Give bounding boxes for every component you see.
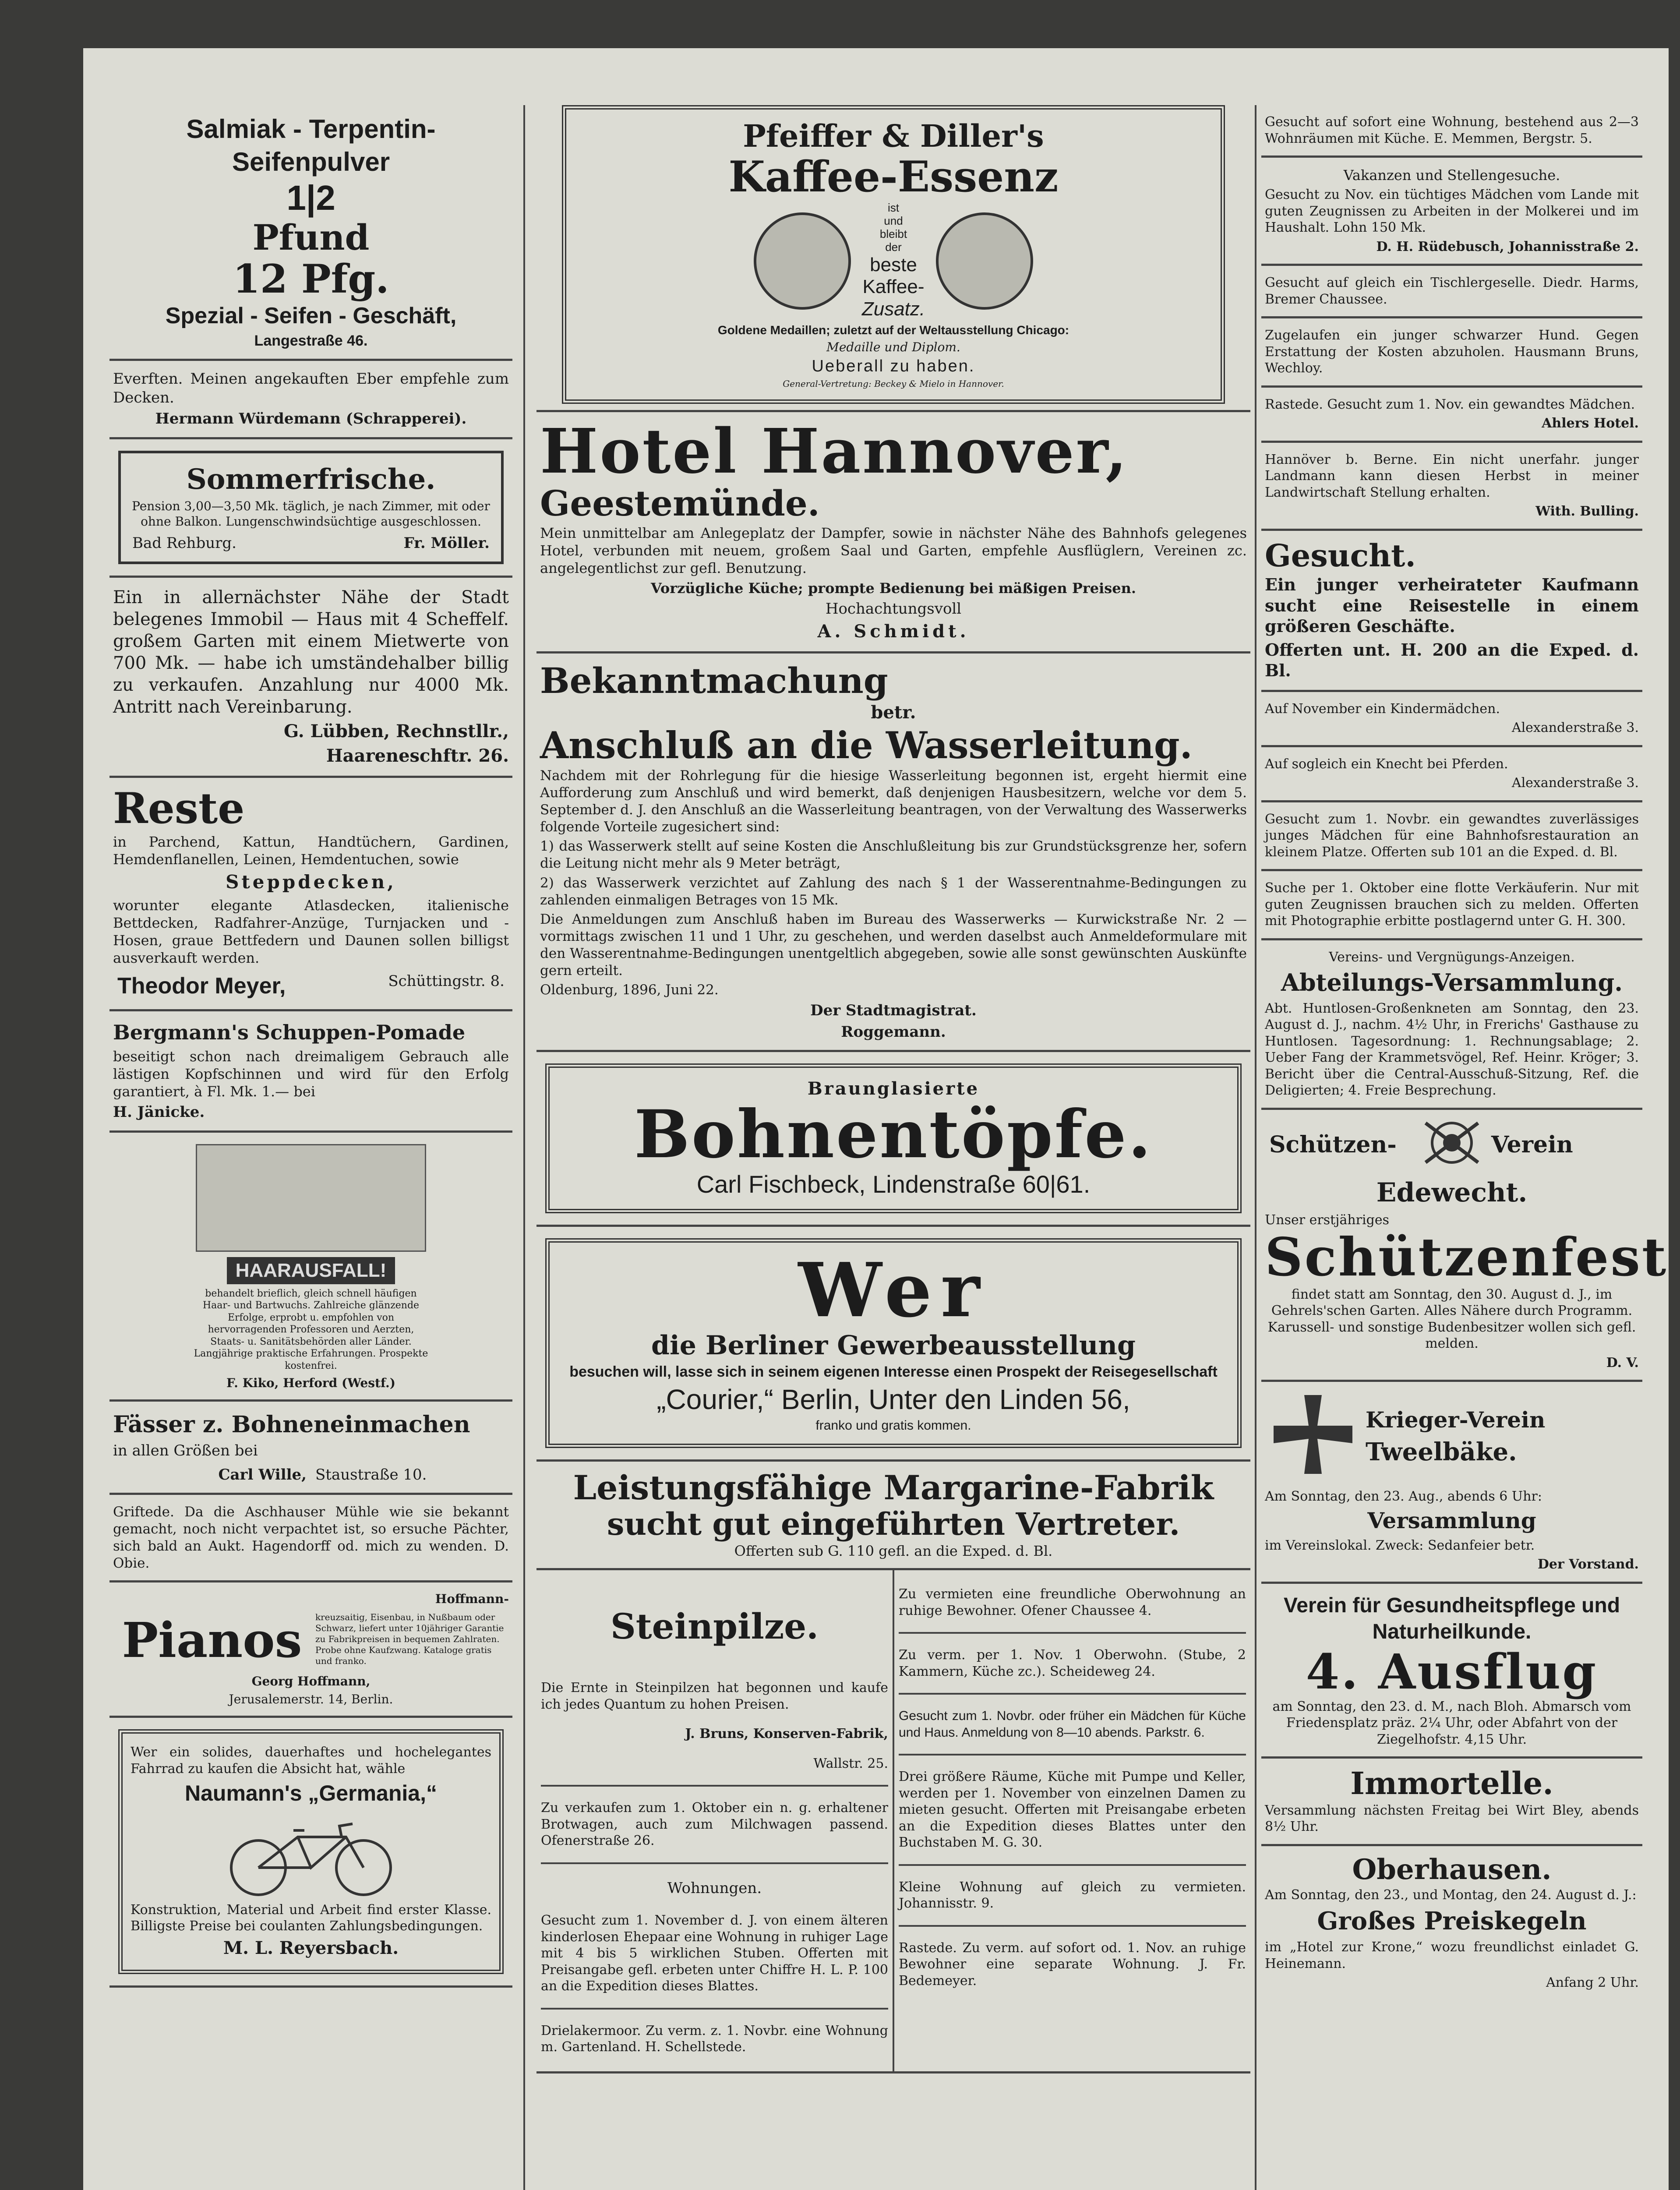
right-ad xyxy=(1261,443,1642,531)
wer-title: Wer xyxy=(798,1247,989,1335)
reste-ad xyxy=(109,778,512,1011)
faesser-firm: Carl Wille, xyxy=(218,1466,307,1484)
gesundheit-ausflug: 4. Ausflug xyxy=(1306,1643,1598,1700)
vakanzen-heading: Vakanzen und Stellengesuche. xyxy=(1343,167,1560,184)
classified-sig: With. Bulling. xyxy=(1535,504,1639,519)
margarine-ad xyxy=(536,1462,1250,1570)
classified-ad: Gesucht auf sofort eine Wohnung, bestehend aus 2—3 Wohnräumen mit Küche. E. Memmen, Bergstr. 5. xyxy=(1265,114,1639,146)
immobil-text: Ein in allernächster Nähe der Stadt belegenes Immobil — Haus mit 4 Scheffelf. großem Garten mit einem Mietwerte von 700 Mk. — habe ich umständehalber billig zu verkaufen. Anzahlung nur 4000 Mk. Antritt nach Vereinbarung. xyxy=(113,587,509,717)
left-column xyxy=(109,105,512,1988)
middle-column xyxy=(536,105,1250,2073)
hotel-owner: A. Schmidt. xyxy=(817,621,970,642)
bekanntmachung-sig: Der Stadtmagistrat. xyxy=(810,1002,977,1020)
bekanntmachung-paragraph: 1) das Wasserwerk stellt auf seine Kosten die Anschlußleitung bis zur Grundstücksgrenze her, sofern die Leitung nicht mehr als 9 Meter beträgt, xyxy=(540,838,1247,872)
reste-address: Schüttingstr. 8. xyxy=(388,972,505,990)
medal-icon xyxy=(936,212,1033,310)
krieger-text-2: im Vereinslokal. Zweck: Sedanfeier betr. xyxy=(1265,1537,1535,1553)
soap-line: Pfund xyxy=(252,217,370,258)
bekanntmachung-ad xyxy=(536,653,1250,1052)
kaffee-claim: Kaffee- xyxy=(862,276,925,298)
kaffee-claim: der xyxy=(885,240,902,254)
pianos-firm: Georg Hoffmann, xyxy=(251,1674,371,1689)
bohnentoepfe-firm: Carl Fischbeck, Lindenstraße 60|61. xyxy=(696,1170,1091,1198)
pomade-text: beseitigt schon nach dreimaligem Gebrauch alle lästigen Kopfschinnen und wird für den Erfolg garantiert, à Fl. Mk. 1.— bei xyxy=(113,1048,509,1100)
iron-cross-icon xyxy=(1265,1388,1361,1486)
column-rule-right xyxy=(1255,105,1256,2190)
oberhausen-sig: Anfang 2 Uhr. xyxy=(1546,1975,1639,1991)
soap-line: Salmiak - Terpentin- xyxy=(186,114,436,144)
classified-ad: Gesucht auf gleich ein Tischlergeselle. Diedr. Harms, Bremer Chaussee. xyxy=(1265,275,1639,307)
vakanzen-section xyxy=(1261,158,1642,266)
immobil-ad xyxy=(109,578,512,778)
faesser-title: Fässer z. Bohneneinmachen xyxy=(113,1411,470,1438)
sommerfrische-ad xyxy=(109,439,512,578)
hotel-place: Geestemünde. xyxy=(540,482,820,524)
reste-text: worunter elegante Atlasdecken, italienische Bettdecken, Radfahrer-Anzüge, Turnjacken und -Hosen, graue Bettfedern und Daunen sollen billigst ausverkauft werden. xyxy=(113,897,509,966)
krieger-ad xyxy=(1261,1382,1642,1584)
right-ad xyxy=(1261,105,1642,158)
soap-address: Langestraße 46. xyxy=(254,332,368,349)
schuetzen-title-2: Verein xyxy=(1491,1131,1573,1159)
margarine-ref: Offerten sub G. 110 gefl. an die Exped. d. Bl. xyxy=(734,1543,1053,1560)
classified-ad: Auf sogleich ein Knecht bei Pferden. xyxy=(1265,756,1508,772)
reste-title: Reste xyxy=(113,783,245,833)
gesucht-text: Ein junger verheirateter Kaufmann sucht eine Reisestelle in einem größeren Geschäfte. xyxy=(1265,575,1639,636)
wer-firm: „Courier,“ Berlin, Unter den Linden 56, xyxy=(656,1384,1130,1416)
bohnentoepfe-ad xyxy=(536,1052,1250,1227)
immobil-address: Haareneschftr. 26. xyxy=(326,745,509,766)
drielakermoor-ad: Drielakermoor. Zu verm. z. 1. Novbr. eine Wohnung m. Gartenland. H. Schellstede. xyxy=(541,2023,888,2055)
kaffee-claim: ist xyxy=(888,201,899,215)
pomade-ad xyxy=(109,1011,512,1133)
classified-sig: Alexanderstraße 3. xyxy=(1511,775,1639,791)
fahrrad-text: Konstruktion, Material und Arbeit find erster Klasse. Billigste Preise bei coulanten Zahlungsbedingungen. xyxy=(131,1902,491,1934)
soap-ad xyxy=(109,105,512,361)
sommerfrische-title: Sommerfrische. xyxy=(186,463,436,496)
classified-ad: Rastede. Zu verm. auf sofort od. 1. Nov. an ruhige Bewohner eine separate Wohnung. J. Fr. Bedemeyer. xyxy=(899,1940,1246,1989)
kaffee-medal-2: Medaille und Diplom. xyxy=(826,339,960,354)
kaffee-medals: Goldene Medaillen; zuletzt auf der Weltausstellung Chicago: xyxy=(717,323,1069,337)
krieger-place: Tweelbäke. xyxy=(1366,1437,1517,1466)
griftede-ad xyxy=(109,1495,512,1582)
sommerfrische-name: Fr. Möller. xyxy=(403,534,490,552)
kaffee-agent: General-Vertretung: Beckey & Mielo in Hannover. xyxy=(783,378,1004,389)
oberhausen-ad xyxy=(1261,1846,1642,2000)
oberhausen-text-2: im „Hotel zur Krone,“ wozu freundlichst einladet G. Heinemann. xyxy=(1265,1939,1639,1971)
sommerfrische-text: Pension 3,00—3,50 Mk. täglich, je nach Zimmer, mit oder ohne Balkon. Lungenschwindsüchtige ausgeschlossen. xyxy=(132,498,490,529)
schuetzenfest-title: Schützenfest xyxy=(1265,1226,1668,1288)
right-ad xyxy=(1261,802,1642,872)
faesser-address: Staustraße 10. xyxy=(315,1466,427,1484)
schuetzen-text: findet statt am Sonntag, den 30. August d. J., im Gehrels'schen Garten. Alles Nähere durch Programm. Karussell- und sonstige Budenbesitzer wollen sich gefl. melden. xyxy=(1267,1286,1636,1351)
classified-ad: Hannöver b. Berne. Ein nicht unerfahr. junger Landmann kann diesen Herbst in meiner Landwirtschaft Stellung erhalten. xyxy=(1265,452,1639,500)
oberhausen-text: Am Sonntag, den 23., und Montag, den 24. August d. J.: xyxy=(1265,1887,1637,1903)
column-rule-left xyxy=(523,105,525,2190)
bohnentoepfe-kicker: Braunglasierte xyxy=(807,1078,980,1099)
kaffee-claim: und xyxy=(884,214,903,228)
faesser-ad xyxy=(109,1402,512,1495)
classified-ad: Kleine Wohnung auf gleich zu vermieten. Johannisstr. 9. xyxy=(899,1879,1246,1911)
hotel-greeting: Hochachtungsvoll xyxy=(825,600,962,618)
classified-ad: Zu vermieten eine freundliche Oberwohnung an ruhige Bewohner. Ofener Chaussee 4. xyxy=(899,1586,1246,1618)
krieger-text: Am Sonntag, den 23. Aug., abends 6 Uhr: xyxy=(1265,1488,1542,1504)
gesundheit-text: am Sonntag, den 23. d. M., nach Bloh. Abmarsch vom Friedensplatz präz. 2¼ Uhr, oder Abfahrt von der Ziegelhofstr. 4,15 Uhr. xyxy=(1272,1699,1631,1747)
bekanntmachung-title: Bekanntmachung xyxy=(540,660,888,702)
gesucht-title: Gesucht. xyxy=(1265,537,1416,574)
oberhausen-preiskegeln: Großes Preiskegeln xyxy=(1317,1907,1587,1936)
oberhausen-title: Oberhausen. xyxy=(1352,1853,1552,1886)
haarausfall-ad xyxy=(109,1133,512,1402)
hotel-ad xyxy=(536,412,1250,654)
kaffee-claim: Zusatz. xyxy=(861,298,925,320)
bicycle-icon xyxy=(215,1811,407,1898)
everften-sig: Hermann Würdemann (Schrapperei). xyxy=(155,410,467,427)
schuetzen-sub: Unser erstjähriges xyxy=(1265,1212,1389,1228)
gesucht-ad xyxy=(1261,531,1642,692)
bearded-men-illustration xyxy=(196,1144,426,1252)
haarausfall-text: behandelt brieflich, gleich schnell häufigen Haar- und Bartwuchs. Zahlreiche glänzende Erfolge, erprobt u. empfohlen von hervorragenden Professoren und Aerzten, Staats- u. Sanitätsbehörden aller Länder. Langjährige praktische Erfahrungen. Prospekte kostenfrei. xyxy=(194,1288,428,1371)
kaffee-claim: bleibt xyxy=(879,227,907,241)
classified-sig: Alexanderstraße 3. xyxy=(1511,720,1639,735)
right-column xyxy=(1261,105,1668,2000)
steinpilze-firm: J. Bruns, Konserven-Fabrik, xyxy=(685,1726,888,1742)
right-ad xyxy=(1261,266,1642,318)
schuetzen-title: Schützen- xyxy=(1269,1131,1397,1159)
abteilung-text: Abt. Huntlosen-Großenkneten am Sonntag, den 23. August d. J., nachm. 4½ Uhr, in Frerichs' Gasthause zu Huntlosen. Tagesordnung: 1. Rechnungsablage; 2. Ueber Fang der Krammetsvögel, Ref. Heinr. Kröger; 3. Bericht über die Central-Ausschuß-Sitzung, Ref. die Deligierten; 4. Freie Besprechung. xyxy=(1265,1000,1639,1098)
pianos-text: kreuzsaitig, Eisenbau, in Nußbaum oder Schwarz, liefert unter 10jähriger Garantie zu Fabrikpreisen in bequemen Zahlraten. Probe ohne Kaufzwang. Kataloge gratis und franko. xyxy=(315,1612,504,1667)
right-ad xyxy=(1261,318,1642,388)
faesser-sub: in allen Größen bei xyxy=(113,1442,258,1460)
immortelle-title: Immortelle. xyxy=(1350,1765,1553,1801)
schuetzen-ad xyxy=(1261,1110,1668,1382)
margarine-title: Leistungsfähige Margarine-Fabrik xyxy=(573,1468,1214,1508)
schuetzen-place: Edewecht. xyxy=(1376,1177,1528,1208)
pianos-address: Jerusalemerstr. 14, Berlin. xyxy=(229,1692,393,1707)
krieger-sig: Der Vorstand. xyxy=(1537,1557,1639,1572)
bekanntmachung-betr: betr. xyxy=(871,702,916,723)
right-ad xyxy=(1261,388,1642,443)
immobil-sig: G. Lübben, Rechnstllr., xyxy=(284,721,509,742)
pianos-ad xyxy=(109,1582,512,1718)
soap-price: 12 Pfg. xyxy=(233,256,389,302)
classified-ad: Gesucht zum 1. Novbr. oder früher ein Mädchen für Küche und Haus. Anmeldung von 8—10 abends. Parkstr. 6. xyxy=(899,1709,1246,1740)
bekanntmachung-date: Oldenburg, 1896, Juni 22. xyxy=(540,982,719,998)
haarausfall-firm: F. Kiko, Herford (Westf.) xyxy=(226,1376,395,1391)
krieger-versammlung: Versammlung xyxy=(1367,1508,1536,1533)
brotwagen-ad: Zu verkaufen zum 1. Oktober ein n. g. erhaltener Brotwagen, auch zum Milchwagen passend. Ofenerstraße 26. xyxy=(541,1800,888,1849)
bohnentoepfe-title: Bohnentöpfe. xyxy=(634,1096,1153,1173)
kaffee-ad xyxy=(536,105,1250,412)
haarausfall-banner: HAARAUSFALL! xyxy=(227,1257,395,1284)
wer-line: die Berliner Gewerbeausstellung xyxy=(651,1330,1136,1361)
right-ad xyxy=(1261,692,1642,747)
classified-ad: Zu verm. per 1. Nov. 1 Oberwohn. (Stube, 2 Kammern, Küche zc.). Scheideweg 24. xyxy=(899,1647,1246,1679)
pomade-title: Bergmann's Schuppen-Pomade xyxy=(113,1020,466,1044)
pianos-title: Pianos xyxy=(122,1612,302,1669)
fahrrad-title: Naumann's „Germania,“ xyxy=(185,1781,437,1806)
kaffee-claim: beste xyxy=(870,254,917,276)
medal-icon xyxy=(754,212,851,310)
immortelle-text: Versammlung nächsten Freitag bei Wirt Bley, abends 8½ Uhr. xyxy=(1265,1802,1639,1834)
classified-sig: Ahlers Hotel. xyxy=(1542,416,1639,431)
immortelle-ad xyxy=(1261,1759,1642,1846)
reste-firm: Theodor Meyer, xyxy=(117,973,286,999)
krieger-title: Krieger-Verein xyxy=(1366,1407,1546,1433)
margarine-sub: sucht gut eingeführten Vertreter. xyxy=(607,1505,1180,1542)
classified-ad: Rastede. Gesucht zum 1. Nov. ein gewandtes Mädchen. xyxy=(1265,396,1635,412)
sommerfrische-place: Bad Rehburg. xyxy=(132,534,236,552)
hotel-text: Mein unmittelbar am Anlegeplatz der Dampfer, sowie in nächster Nähe des Bahnhofs gelegenes Hotel, verbunden mit neuem, großem Saal und Garten, empfehle Ausflüglern, Vereinen zc. angelegentlichst zur gefl. Benutzung. xyxy=(540,524,1247,576)
soap-line: Seifenpulver xyxy=(232,147,390,177)
bekanntmachung-paragraph: Nachdem mit der Rohrlegung für die hiesige Wasserleitung begonnen ist, ergeht hiermit eine Aufforderung zum Anschluß und wird bemerkt, daß denjenigen Hausbesitzern, welche vor dem 5. September d. J. den Anschluß an die Wasserleitung beantragen, von der Verwaltung des Wasserwerks folgende Vorteile zugesichert sind: xyxy=(540,768,1247,835)
classified-sig: D. H. Rüdebusch, Johannisstraße 2. xyxy=(1376,239,1639,254)
gesucht-ref: Offerten unt. H. 200 an die Exped. d. Bl. xyxy=(1265,639,1639,680)
everften-ad xyxy=(109,361,512,439)
kaffee-title-2: Kaffee-Essenz xyxy=(728,152,1059,201)
steinpilze-address: Wallstr. 25. xyxy=(813,1756,888,1771)
steinpilze-title: Steinpilze. xyxy=(610,1606,819,1647)
soap-line: Spezial - Seifen - Geschäft, xyxy=(165,303,457,328)
gesundheit-title: Verein für Gesundheitspflege und Naturheilkunde. xyxy=(1283,1593,1620,1643)
bekanntmachung-paragraph: 2) das Wasserwerk verzichtet auf Zahlung des nach § 1 der Wasserentnahme-Bedingungen zu zahlenden einmaligen Betrages von 15 Mk. xyxy=(540,875,1247,908)
everften-text: Everften. Meinen angekauften Eber empfehle zum Decken. xyxy=(113,370,509,406)
classified-ad: Zugelaufen ein junger schwarzer Hund. Gegen Erstattung der Kosten abzuholen. Hausmann Bruns, Wechloy. xyxy=(1265,328,1639,376)
schuetzen-sig: D. V. xyxy=(1606,1355,1639,1371)
griftede-text: Griftede. Da die Aschhauser Mühle wie sie bekannt gemacht, noch nicht verpachtet ist, so ersuche Pächter, sich bald an Aukt. Hagendorff od. mich zu wenden. D. Obie. xyxy=(113,1504,509,1571)
wer-line: besuchen will, lasse sich in seinem eigenen Interesse einen Prospekt der Reisegesellschaft xyxy=(569,1363,1218,1381)
bekanntmachung-subject: Anschluß an die Wasserleitung. xyxy=(540,724,1193,767)
classified-ad: Gesucht zu Nov. ein tüchtiges Mädchen vom Lande mit guten Zeugnissen zu Arbeiten in der Molkerei und im Haushalt. Lohn 150 Mk. xyxy=(1265,187,1639,235)
gesundheit-ad xyxy=(1261,1584,1642,1759)
classified-ad: Gesucht zum 1. Novbr. ein gewandtes zuverlässiges junges Mädchen für eine Bahnhofsrestauration an kleinem Platze. Offerten sub 101 an die Exped. d. Bl. xyxy=(1265,811,1639,860)
abteilung-title: Abteilungs-Versammlung. xyxy=(1281,968,1623,996)
classified-ad: Suche per 1. Oktober eine flotte Verkäuferin. Nur mit guten Zeugnissen brauchen sich zu melden. Offerten mit Photographie erbitte postlagernd unter G. H. 300. xyxy=(1265,880,1639,929)
hotel-title: Hotel Hannover, xyxy=(540,415,1129,487)
target-icon xyxy=(1417,1116,1487,1174)
wer-line: franko und gratis kommen. xyxy=(815,1418,971,1433)
wohnungen-title: Wohnungen. xyxy=(667,1879,762,1897)
fahrrad-ad xyxy=(109,1718,512,1988)
abteilung-ad xyxy=(1261,940,1642,1110)
wer-ad xyxy=(536,1227,1250,1462)
bekanntmachung-paragraph: Die Anmeldungen zum Anschluß haben im Bureau des Wasserwerks — Kurwickstraße Nr. 2 — vormittags zwischen 11 und 1 Uhr, zu geschehen, und werden daselbst auch Anmeldeformulare mit den Wasserentnahme-Bedingungen unentgeltlich abgegeben, sowie alle sonst gewünschten Auskünfte gern erteilt. xyxy=(540,911,1247,978)
right-ad xyxy=(1261,871,1642,940)
bekanntmachung-signer: Roggemann. xyxy=(841,1023,946,1041)
soap-line: 1|2 xyxy=(286,178,335,217)
fahrrad-firm: M. L. Reyersbach. xyxy=(223,1937,399,1958)
steinpilze-text: Die Ernte in Steinpilzen hat begonnen und kaufe ich jedes Quantum zu hohen Preisen. xyxy=(541,1680,888,1712)
wohnungen-text: Gesucht zum 1. November d. J. von einem älteren kinderlosen Ehepaar eine Wohnung in ruhiger Lage mit 4 bis 5 wirklichen Stuben. Offerten mit Preisangabe gefl. erbeten unter Chiffre H. L. P. 100 an die Expedition dieses Blattes. xyxy=(541,1913,888,1994)
classifieds-split xyxy=(536,1570,1250,2073)
kaffee-title: Pfeiffer & Diller's xyxy=(743,118,1044,154)
classified-ad: Auf November ein Kindermädchen. xyxy=(1265,701,1500,717)
pomade-dealer: H. Jänicke. xyxy=(113,1103,205,1121)
reste-text: in Parchend, Kattun, Handtüchern, Gardinen, Hemdenflanellen, Leinen, Hemdentuchen, sowie xyxy=(113,834,509,868)
reste-steppdecken: Steppdecken, xyxy=(226,871,396,893)
hotel-kitchen: Vorzügliche Küche; prompte Bedienung bei mäßigen Preisen. xyxy=(650,579,1136,597)
pianos-maker: Hoffmann- xyxy=(435,1592,509,1607)
classified-ad: Drei größere Räume, Küche mit Pumpe und Keller, werden per 1. November von einzelnen Damen zu mieten gesucht. Offerten mit Preisangabe erbeten an die Expedition dieses Blattes unter den Buchstaben M. G. 30. xyxy=(899,1769,1246,1851)
vereine-heading: Vereins- und Vergnügungs-Anzeigen. xyxy=(1329,949,1575,965)
fahrrad-text: Wer ein solides, dauerhaftes und hochelegantes Fahrrad zu kaufen die Absicht hat, wähle xyxy=(131,1745,491,1777)
right-ad xyxy=(1261,747,1642,802)
kaffee-availability: Ueberall zu haben. xyxy=(812,357,975,375)
